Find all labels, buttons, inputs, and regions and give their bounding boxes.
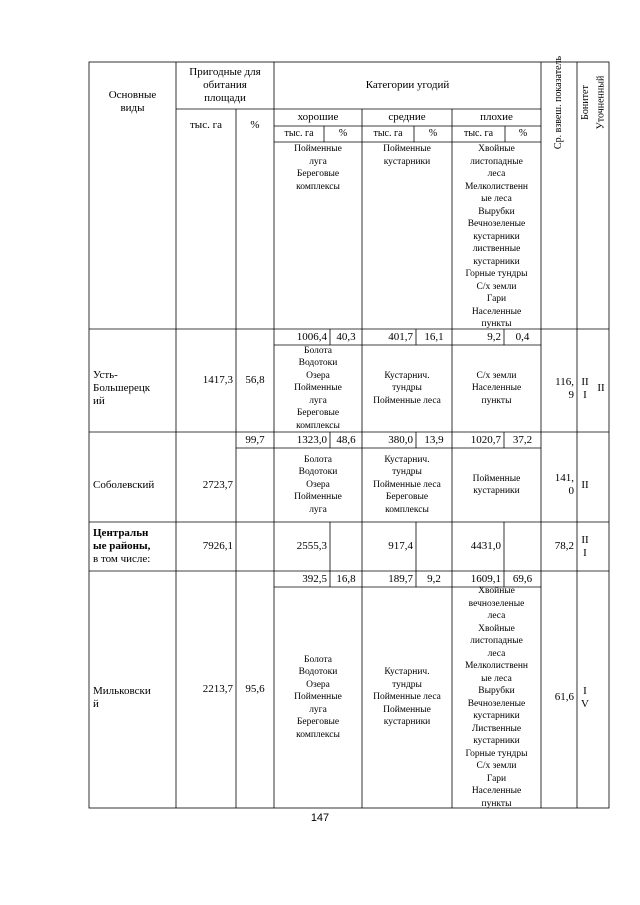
row-ust-good-ha: 1006,4 [296,330,327,343]
row-milk-name: Мильковски й [93,684,151,710]
row-milk-bad-list: Хвойные вечнозеленые леса Хвойные листопадные леса Мелколиственн ые леса Вырубки Вечнозеленые кустарники Лиственные кустарники Горные тундры С/х земли Гари Населенные пункты [464,586,529,809]
header-species: Основные виды [108,89,157,114]
row-milk-bonitet: I V [581,684,589,710]
row-ust-bad-ha: 9,2 [487,330,501,343]
row-central-good-ha: 2555,3 [296,540,327,553]
row-central-area: 7926,1 [202,540,233,553]
header-good-pct: % [338,127,348,139]
list-medium-types: Пойменные кустарники [383,144,431,167]
row-sob-bonitet: II [581,478,589,491]
row-sob-bad-pct: 37,2 [512,433,533,446]
list-bad-types: Хвойные листопадные леса Мелколиственн ые леса Вырубки Вечнозеленые кустарники лиственные кустарники Горные тундры С/х земли Гари Населенные пункты [464,144,529,329]
list-good-types: Пойменные луга Береговые комплексы [294,144,342,192]
row-sob-pct: 99,7 [245,433,265,446]
row-ust-area: 1417,3 [202,374,233,387]
row-sob-good-pct: 48,6 [336,433,356,446]
row-ust-bad-pct: 0,4 [515,330,530,343]
row-milk-area: 2213,7 [202,683,233,696]
row-ust-med-ha: 401,7 [388,330,413,343]
row-milk-bad-pct: 69,6 [512,572,533,585]
row-sob-area: 2723,7 [202,478,233,491]
row-ust-med-list: Кустарнич. тундры Пойменные леса [373,370,441,406]
row-ust-pct: 56,8 [245,374,265,387]
header-good-ha: тыс. га [284,127,314,139]
header-medium-ha: тыс. га [373,127,403,139]
row-milk-good-ha: 392,5 [302,572,327,585]
row-milk-bad-ha: 1609,1 [470,572,501,585]
row-milk-med-pct: 9,2 [427,572,441,585]
header-bad-ha: тыс. га [463,127,494,139]
row-central-med-ha: 917,4 [388,540,413,553]
row-sob-med-pct: 13,9 [424,433,444,446]
row-milk-pct: 95,6 [245,683,265,696]
row-central-name [89,522,176,571]
row-ust-good-list: Болота Водотоки Озера Пойменные луга Береговые комплексы [294,345,342,431]
header-land-categories: Категории угодий [365,79,450,92]
row-sob-med-ha: 380,0 [388,433,413,446]
header-avg-weighted: Ср. взвеш. показатель [553,55,565,149]
row-ust-bad-list: С/х земли Населенные пункты [471,370,522,406]
header-bad: плохие [480,111,513,124]
row-milk-good-pct: 16,8 [336,572,356,585]
row-ust-name: Усть- Большерецк ий [93,369,151,407]
header-good: хорошие [297,111,339,124]
row-sob-good-ha: 1323,0 [296,433,327,446]
row-ust-bonitet: II I [581,375,589,401]
row-central-bad-ha: 4431,0 [470,540,501,553]
row-sob-name: Соболевский [93,478,155,491]
header-medium: средние [388,111,426,124]
row-ust-good-pct: 40,3 [336,330,356,343]
row-sob-avg: 141, 0 [554,472,574,497]
row-sob-med-list: Кустарнич. тундры Пойменные леса Береговые комплексы [373,454,441,515]
header-refined: Уточненный [595,75,607,129]
row-sob-good-list: Болота Водотоки Озера Пойменные луга [294,454,342,515]
row-sob-bad-ha: 1020,7 [470,433,501,446]
row-central-name-rest: в том числе: [93,553,151,565]
row-central-bonitet: II I [581,533,589,559]
header-suitable-areas: Пригодные для обитания площади [189,66,261,104]
page-number: 147 [310,812,330,824]
row-ust-refined: II [597,382,605,395]
header-suitable-thous-ha: тыс. га [190,119,222,132]
row-sob-bad-list: Пойменные кустарники [472,473,521,496]
row-milk-med-list: Кустарнич. тундры Пойменные леса Пойменные кустарники [373,667,441,728]
header-bonitet: Бонитет [579,84,591,120]
row-ust-med-pct: 16,1 [424,330,444,343]
header-bad-pct: % [518,127,528,139]
header-suitable-percent: % [250,119,260,132]
row-milk-avg: 61,6 [554,691,574,704]
row-milk-med-ha: 189,7 [388,572,413,585]
row-milk-good-list: Болота Водотоки Озера Пойменные луга Береговые комплексы [294,654,342,740]
row-ust-avg: 116, 9 [555,375,574,401]
row-central-avg: 78,2 [554,540,574,553]
row-central-name-bold: Центральн ые районы, [93,527,151,552]
header-medium-pct: % [428,127,438,139]
